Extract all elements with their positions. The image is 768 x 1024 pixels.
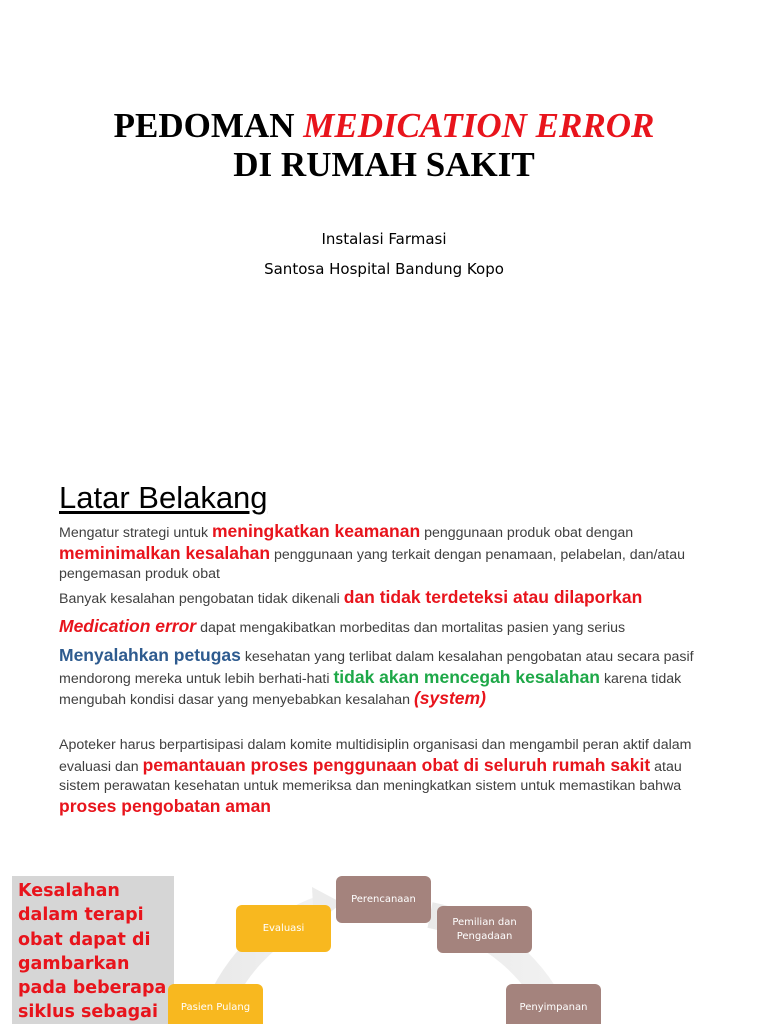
- highlight-blue: Menyalahkan petugas: [59, 645, 241, 665]
- highlight-green: tidak akan mencegah kesalahan: [333, 666, 600, 687]
- highlight-red: dan tidak terdeteksi atau dilaporkan: [343, 587, 643, 607]
- text-run: karena tidak mengubah kondisi dasar yang menyebabkan kesalahan: [59, 670, 682, 708]
- paragraph-strategy: [59, 522, 719, 585]
- cycle-node-pasien-pulang: Pasien Pulang: [168, 984, 263, 1024]
- highlight-red-italic: Medication error: [59, 616, 197, 636]
- paragraph-blame: [59, 646, 719, 711]
- highlight-red: meminimalkan kesalahan: [59, 542, 271, 563]
- highlight-red: proses pengobatan aman: [59, 795, 271, 816]
- paragraph-consequence: [59, 617, 719, 639]
- text-run: dapat mengakibatkan morbeditas dan mortalitas pasien yang serius: [196, 620, 626, 636]
- paragraph-undetected: [59, 588, 719, 610]
- text-run: penggunaan yang terkait dengan penamaan, pelabelan, dan/atau pengemasan produk obat: [59, 546, 686, 582]
- cycle-node-pemilihan: Pemilian dan Pengadaan: [437, 906, 532, 953]
- slide-title-line2: DI RUMAH SAKIT: [233, 145, 535, 184]
- text-run: kesehatan yang terlibat dalam kesalahan pengobatan atau secara pasif mendorong mereka untuk lebih berhati-hati: [59, 649, 694, 687]
- text-run: Apoteker harus berpartisipasi dalam komite multidisiplin organisasi dan mengambil peran aktif dalam evaluasi dan: [59, 737, 692, 775]
- highlight-red-italic: (system): [413, 688, 486, 708]
- title-slide: [0, 0, 768, 460]
- text-run: Banyak kesalahan pengobatan tidak dikenali: [59, 591, 344, 607]
- cycle-node-evaluasi: Evaluasi: [236, 905, 331, 952]
- highlight-red: pemantauan proses penggunaan obat di seluruh rumah sakit: [142, 754, 651, 775]
- callout-text: Kesalahan dalam terapi obat dapat di gambarkan pada beberapa siklus sebagai: [18, 881, 167, 1023]
- cycle-node-penyimpanan: Penyimpanan: [506, 984, 601, 1024]
- subtitle-department: Instalasi Farmasi: [321, 230, 447, 248]
- background-slide: [0, 460, 768, 865]
- slide-title-line1: [0, 106, 768, 146]
- text-run: Mengatur strategi untuk: [59, 525, 212, 541]
- title-highlight: MEDICATION ERROR: [303, 106, 655, 145]
- text-run: penggunaan produk obat dengan: [420, 525, 634, 541]
- section-heading: Latar Belakang: [59, 480, 268, 515]
- title-prefix: PEDOMAN: [113, 106, 295, 145]
- cycle-slide: [0, 865, 768, 1024]
- highlight-red: meningkatkan keamanan: [212, 521, 421, 541]
- subtitle-hospital: Santosa Hospital Bandung Kopo: [264, 260, 504, 278]
- text-run: atau sistem perawatan kesehatan untuk memeriksa dan meningkatkan sistem untuk memastikan bahwa: [59, 758, 682, 794]
- callout-box: [12, 876, 174, 1024]
- paragraph-pharmacist: [59, 736, 719, 818]
- cycle-node-perencanaan: Perencanaan: [336, 876, 431, 923]
